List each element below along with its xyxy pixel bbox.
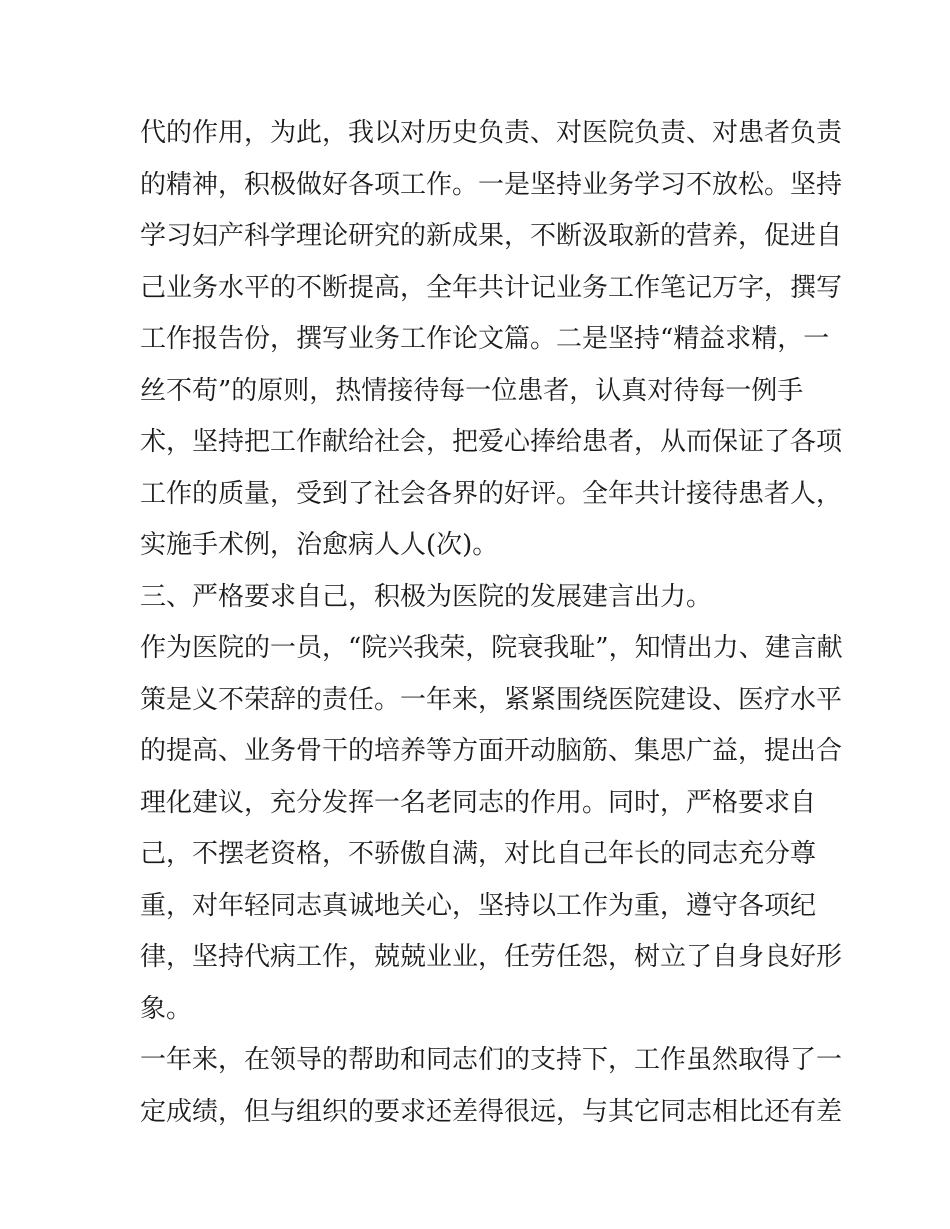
text-line: 一年来，在领导的帮助和同志们的支持下，工作虽然取得了一: [140, 1045, 843, 1075]
text-line: 己业务水平的不断提高，全年共计记业务工作笔记万字，撰写: [140, 272, 843, 303]
section-heading: 三、严格要求自己，积极为医院的发展建言出力。: [140, 581, 713, 612]
body-text: [140, 108, 843, 1138]
text-line: 象。: [140, 993, 193, 1024]
text-line: 学习妇产科学理论研究的新成果，不断汲取新的营养，促进自: [140, 221, 843, 251]
text-line: 重，对年轻同志真诚地关心，坚持以工作为重，遵守各项纪: [140, 890, 817, 921]
text-line: 工作报告份，撰写业务工作论文篇。二是坚持“精益求精，一: [140, 324, 830, 354]
text-line: 律，坚持代病工作，兢兢业业，任劳任怨，树立了自身良好形: [140, 942, 843, 972]
text-line: 的提高、业务骨干的培养等方面开动脑筋、集思广益，提出合: [140, 736, 843, 766]
text-line: 的精神，积极做好各项工作。一是坚持业务学习不放松。坚持: [140, 169, 843, 200]
text-line: 作为医院的一员，“院兴我荣，院衰我耻”，知情出力、建言献: [140, 633, 843, 663]
text-line: 代的作用，为此，我以对历史负责、对医院负责、对患者负责: [140, 118, 843, 148]
text-line: 理化建议，充分发挥一名老同志的作用。同时，严格要求自: [140, 787, 817, 818]
text-line: 实施手术例，治愈病人人(次)。: [140, 530, 499, 560]
text-line: 己，不摆老资格，不骄傲自满，对比自己年长的同志充分尊: [140, 839, 817, 869]
text-line: 策是义不荣辞的责任。一年来，紧紧围绕医院建设、医疗水平: [140, 684, 843, 715]
text-line: 丝不苟”的原则，热情接待每一位患者，认真对待每一例手: [140, 375, 804, 406]
text-line: 工作的质量，受到了社会各界的好评。全年共计接待患者人，: [140, 478, 843, 509]
text-line: 术，坚持把工作献给社会，把爱心捧给患者，从而保证了各项: [140, 427, 843, 457]
text-line: 定成绩，但与组织的要求还差得很远，与其它同志相比还有差: [140, 1096, 843, 1127]
